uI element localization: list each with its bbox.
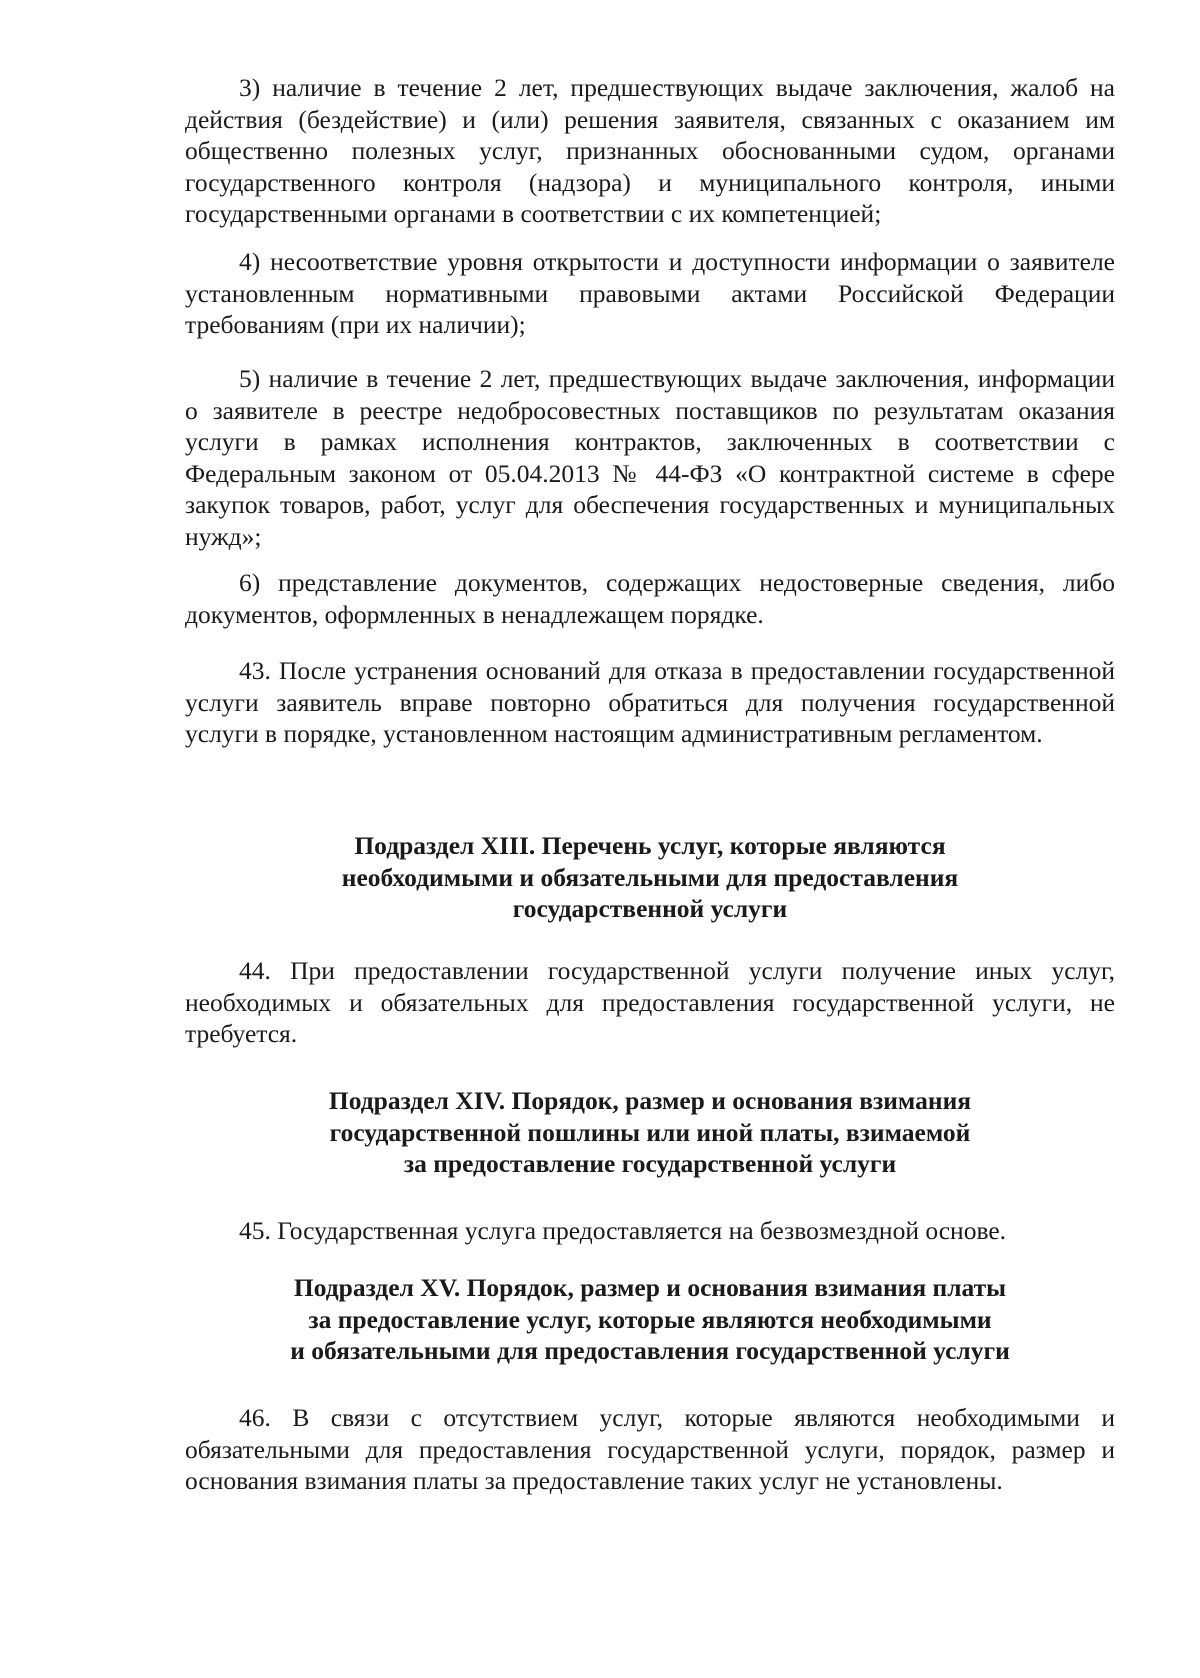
paragraph-text: 3) наличие в течение 2 лет, предшествующих выдаче заключения, жалоб на действия (бездействие) и (или) решения заявителя, связанных с оказанием им общественно полезных услуг, признанных обоснованными судом, органами государственного контроля (надзора) и муниципального контроля, иными государственными органами в соответствии с их компетенцией;	[185, 73, 1115, 228]
heading-line: Подраздел XIII. Перечень услуг, которые являются	[354, 831, 946, 860]
item-3	[185, 72, 1115, 230]
heading-subsection-xiv	[185, 1085, 1115, 1180]
clause-45	[185, 1215, 1115, 1247]
heading-line: за предоставление государственной услуги	[403, 1149, 897, 1178]
heading-line: государственной пошлины или иной платы, взимаемой	[329, 1117, 971, 1147]
paragraph-text: 6) представление документов, содержащих недостоверные сведения, либо документов, оформленных в ненадлежащем порядке.	[185, 568, 1115, 629]
clause-46	[185, 1402, 1115, 1497]
paragraph-text: 43. После устранения оснований для отказа в предоставлении государственной услуги заявитель вправе повторно обратиться для получения государственной услуги в порядке, установленном настоящим административным регламентом.	[185, 656, 1115, 748]
paragraph-text: 5) наличие в течение 2 лет, предшествующих выдаче заключения, информации о заявителе в реестре недобросовестных поставщиков по результатам оказания услуги в рамках исполнения контрактов, заключенных в соответствии с Федеральным законом от 05.04.2013 № 44-ФЗ «О контрактной системе в сфере закупок товаров, работ, услуг для обеспечения государственных и муниципальных нужд»;	[185, 364, 1115, 551]
clause-43	[185, 655, 1115, 750]
paragraph-text: 44. При предоставлении государственной услуги получение иных услуг, необходимых и обязательных для предоставления государственной услуги, не требуется.	[185, 956, 1115, 1048]
clause-44	[185, 955, 1115, 1050]
heading-subsection-xv	[185, 1272, 1115, 1367]
paragraph-text: 4) несоответствие уровня открытости и доступности информации о заявителе установленным нормативными правовыми актами Российской Федерации требованиям (при их наличии);	[185, 247, 1115, 339]
item-6	[185, 567, 1115, 630]
heading-line: за предоставление услуг, которые являются необходимыми	[308, 1304, 992, 1334]
heading-line: Подраздел XV. Порядок, размер и основания взимания платы	[293, 1273, 1007, 1302]
paragraph-text: 45. Государственная услуга предоставляется на безвозмездной основе.	[239, 1216, 1007, 1245]
item-4	[185, 246, 1115, 341]
heading-line: государственной услуги	[512, 894, 788, 923]
heading-line: Подраздел XIV. Порядок, размер и основания взимания	[328, 1086, 972, 1115]
paragraph-text: 46. В связи с отсутствием услуг, которые являются необходимыми и обязательными для предоставления государственной услуги, порядок, размер и основания взимания платы за предоставление таких услуг не установлены.	[185, 1403, 1115, 1495]
item-5	[185, 363, 1115, 552]
heading-subsection-xiii	[185, 830, 1115, 925]
heading-line: и обязательными для предоставления государственной услуги	[290, 1336, 1010, 1365]
heading-line: необходимыми и обязательными для предоставления	[341, 862, 959, 892]
